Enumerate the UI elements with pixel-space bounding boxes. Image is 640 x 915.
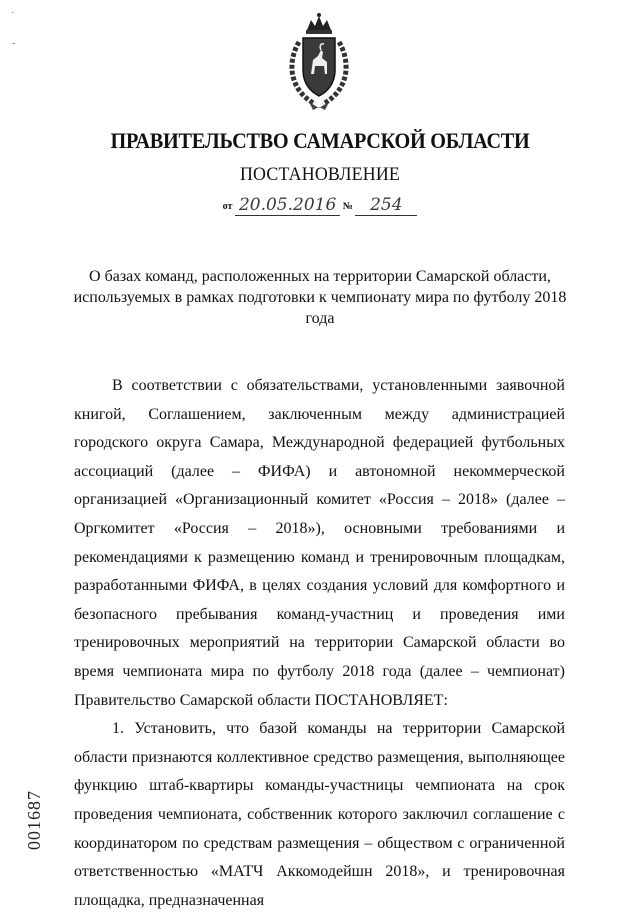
decree-number: 254 [355, 195, 417, 216]
samara-coat-of-arms-icon [285, 12, 353, 112]
decree-date: 20.05.2016 [235, 195, 340, 216]
date-number-line [0, 195, 640, 216]
number-prefix: № [342, 201, 353, 212]
decree-body [74, 372, 565, 915]
organization-name: ПРАВИТЕЛЬСТВО САМАРСКОЙ ОБЛАСТИ [110, 128, 530, 153]
paragraph-item-1: 1. Установить, что базой команды на территории Самарской области признаются коллективное средство размещения, выполняющее функцию штаб-квартиры команды-участницы чемпионата на срок проведения чемпионата, собственник которого заключил соглашение с координатором по средствам размещения – обществом с ограниченной ответственностью «МАТЧ Аккомодейшн 2018», и тренировочная площадка, предназначенная [74, 720, 565, 909]
decree-title: О базах команд, расположенных на территории Самарской области, используемых в рамках подготовки к чемпионату мира по футболу 2018 года [73, 268, 567, 327]
side-document-number: 001687 [24, 790, 44, 850]
scan-mark: · [11, 8, 15, 19]
date-prefix: от [222, 201, 233, 212]
document-type: ПОСТАНОВЛЕНИЕ [239, 164, 401, 185]
paragraph-preamble: В соответствии с обязательствами, установленными заявочной книгой, Соглашением, заключенным между администрацией городского округа Самара, Международной федерацией футбольных ассоциаций (далее – ФИФА) и автономной некоммерческой организацией «Организационный комитет «Россия – 2018» (далее – Оргкомитет «Россия – 2018»), основными требованиями и рекомендациями к размещению команд и тренировочным площадкам, разработанными ФИФА, в целях создания условий для комфортного и безопасного пребывания команд-участниц и проведения ими тренировочных мероприятий на территории Самарской области во время чемпионата мира по футболу 2018 года (далее – чемпионат) Правительство Самарской области ПОСТАНОВЛЯЕТ: [74, 377, 565, 709]
scan-mark: - [12, 38, 16, 49]
